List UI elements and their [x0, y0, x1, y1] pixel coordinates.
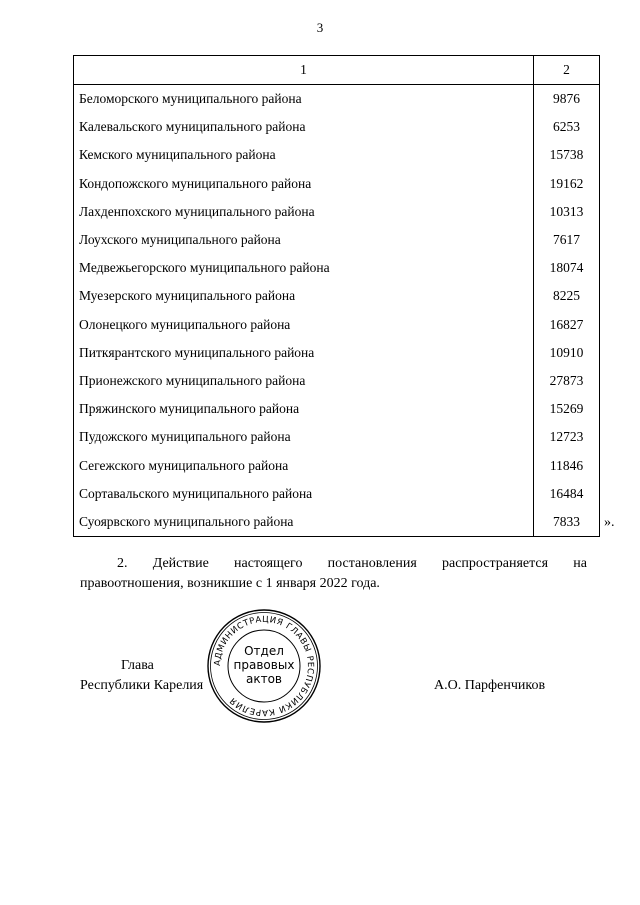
district-value: 12723	[534, 423, 600, 451]
column-header-2: 2	[534, 56, 600, 85]
district-name: Беломорского муниципального района	[74, 85, 534, 114]
district-value: 10313	[534, 198, 600, 226]
district-name: Олонецкого муниципального района	[74, 311, 534, 339]
district-name: Калевальского муниципального района	[74, 113, 534, 141]
district-value: 9876	[534, 85, 600, 114]
district-value: 19162	[534, 170, 600, 198]
district-name: Лоухского муниципального района	[74, 226, 534, 254]
stamp-center-line-3: актов	[245, 672, 283, 686]
district-name: Кемского муниципального района	[74, 141, 534, 169]
district-value: 7617	[534, 226, 600, 254]
paragraph-line-2: правоотношения, возникшие с 1 января 2022 года.	[80, 576, 380, 591]
stamp-ring-text: АДМИНИСТРАЦИЯ ГЛАВЫ РЕСПУБЛИКИ КАРЕЛИЯ	[212, 614, 316, 718]
district-value: 16827	[534, 311, 600, 339]
column-header-1: 1	[74, 56, 534, 85]
stamp-center-line-2: правовых	[233, 658, 295, 672]
signatory-title-line-2: Республики Карелия	[80, 678, 204, 693]
stamp-graphic	[206, 608, 322, 724]
district-value: 11846	[534, 451, 600, 479]
table-header-row	[74, 56, 600, 85]
table-row	[74, 170, 600, 198]
table-row	[74, 226, 600, 254]
district-name: Сегежского муниципального района	[74, 451, 534, 479]
table-row	[74, 367, 600, 395]
district-name: Пудожского муниципального района	[74, 423, 534, 451]
stamp-center-line-1: Отдел	[244, 644, 284, 658]
table-row	[74, 113, 600, 141]
district-value: 16484	[534, 480, 600, 508]
closing-quote-mark: ».	[604, 515, 615, 530]
district-name: Муезерского муниципального района	[74, 282, 534, 310]
district-value: 27873	[534, 367, 600, 395]
table-row	[74, 311, 600, 339]
official-stamp	[206, 608, 322, 724]
district-name: Кондопожского муниципального района	[74, 170, 534, 198]
table-row	[74, 451, 600, 479]
district-value: 15269	[534, 395, 600, 423]
table-row	[74, 85, 600, 114]
page-number: 3	[316, 20, 324, 35]
district-value: 18074	[534, 254, 600, 282]
district-value: 6253	[534, 113, 600, 141]
table-row	[74, 198, 600, 226]
table-row	[74, 423, 600, 451]
signatory-name: А.О. Парфенчиков	[434, 678, 546, 693]
table-row	[74, 395, 600, 423]
district-value: 7833	[534, 508, 600, 537]
effective-date-paragraph	[80, 554, 587, 594]
district-name: Прионежского муниципального района	[74, 367, 534, 395]
paragraph-line-1: 2. Действие настоящего постановления распространяется на	[117, 556, 587, 571]
district-name: Лахденпохского муниципального района	[74, 198, 534, 226]
table-row	[74, 480, 600, 508]
district-name: Суоярвского муниципального района	[74, 508, 534, 537]
table-row	[74, 254, 600, 282]
allocation-table	[73, 55, 600, 537]
district-value: 15738	[534, 141, 600, 169]
table-row	[74, 339, 600, 367]
district-name: Питкярантского муниципального района	[74, 339, 534, 367]
district-value: 8225	[534, 282, 600, 310]
table-row	[74, 282, 600, 310]
table-row	[74, 141, 600, 169]
table-body	[74, 85, 600, 537]
district-name: Сортавальского муниципального района	[74, 480, 534, 508]
district-name: Пряжинского муниципального района	[74, 395, 534, 423]
district-value: 10910	[534, 339, 600, 367]
table-row	[74, 508, 600, 537]
district-name: Медвежьегорского муниципального района	[74, 254, 534, 282]
signatory-title-line-1: Глава	[121, 658, 154, 673]
